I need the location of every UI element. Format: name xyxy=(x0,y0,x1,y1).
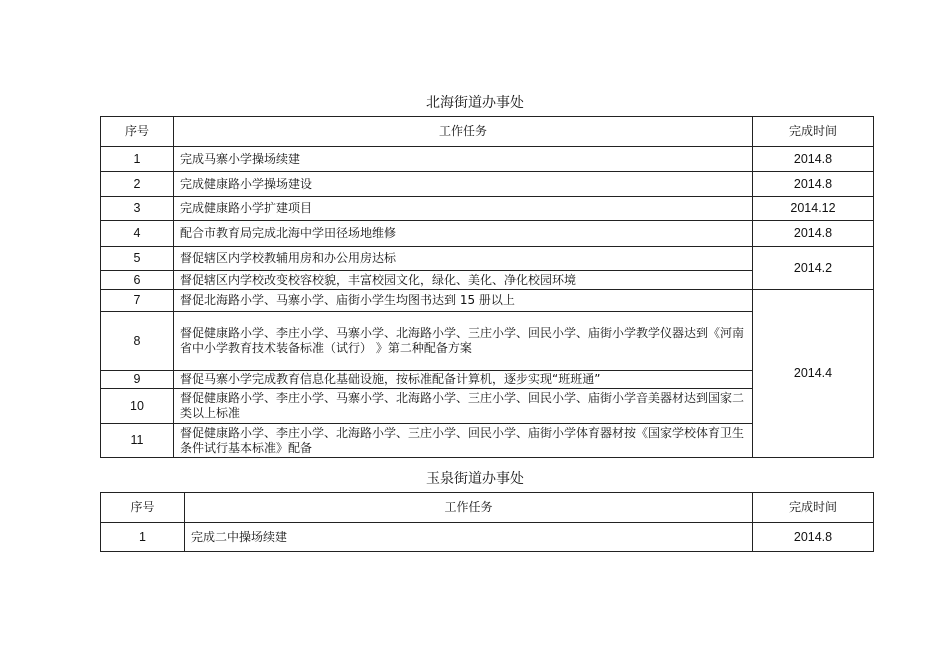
row-no: 10 xyxy=(101,389,174,424)
table-row xyxy=(101,147,874,172)
row-time: 2014.8 xyxy=(753,147,874,172)
row-task: 配合市教育局完成北海中学田径场地维修 xyxy=(174,221,753,247)
row-time: 2014.8 xyxy=(753,221,874,247)
row-task: 完成健康路小学扩建项目 xyxy=(174,197,753,221)
section-title-beihai: 北海街道办事处 xyxy=(426,95,524,111)
task-table-yuquan xyxy=(100,492,874,552)
table-row xyxy=(101,221,874,247)
row-task: 督促健康路小学、李庄小学、马寨小学、北海路小学、三庄小学、回民小学、庙街小学教学仪器达到《河南省中小学教育技术装备标准（试行） 》第二种配备方案 xyxy=(174,312,753,371)
header-no: 序号 xyxy=(101,493,185,523)
header-task: 工作任务 xyxy=(174,117,753,147)
header-task: 工作任务 xyxy=(185,493,753,523)
row-no: 3 xyxy=(101,197,174,221)
section-title-yuquan: 玉泉街道办事处 xyxy=(426,471,524,487)
row-time-merged: 2014.2 xyxy=(753,247,874,290)
table-header-row xyxy=(101,117,874,147)
header-time: 完成时间 xyxy=(753,117,874,147)
row-task: 督促健康路小学、李庄小学、马寨小学、北海路小学、三庄小学、回民小学、庙街小学音美器材达到国家二类以上标准 xyxy=(174,389,753,424)
table-row xyxy=(101,290,874,312)
row-task: 完成二中操场续建 xyxy=(185,523,753,552)
row-no: 5 xyxy=(101,247,174,271)
row-no: 8 xyxy=(101,312,174,371)
table-row xyxy=(101,172,874,197)
task-table-beihai xyxy=(100,116,874,458)
row-no: 1 xyxy=(101,147,174,172)
table-row xyxy=(101,197,874,221)
row-task: 完成马寨小学操场续建 xyxy=(174,147,753,172)
row-no: 2 xyxy=(101,172,174,197)
row-no: 1 xyxy=(101,523,185,552)
table-row xyxy=(101,247,874,271)
row-no: 9 xyxy=(101,371,174,389)
row-time: 2014.12 xyxy=(753,197,874,221)
row-no: 4 xyxy=(101,221,174,247)
row-task: 完成健康路小学操场建设 xyxy=(174,172,753,197)
row-time-merged: 2014.4 xyxy=(753,290,874,458)
row-task: 督促北海路小学、马寨小学、庙街小学生均图书达到 15 册以上 xyxy=(174,290,753,312)
row-task: 督促健康路小学、李庄小学、北海路小学、三庄小学、回民小学、庙街小学体育器材按《国家学校体育卫生条件试行基本标准》配备 xyxy=(174,424,753,458)
table-header-row xyxy=(101,493,874,523)
row-time: 2014.8 xyxy=(753,172,874,197)
header-no: 序号 xyxy=(101,117,174,147)
row-no: 7 xyxy=(101,290,174,312)
row-time: 2014.8 xyxy=(753,523,874,552)
row-task: 督促辖区内学校教辅用房和办公用房达标 xyxy=(174,247,753,271)
row-no: 6 xyxy=(101,271,174,290)
table-row xyxy=(101,523,874,552)
row-no: 11 xyxy=(101,424,174,458)
row-task: 督促辖区内学校改变校容校貌，丰富校园文化，绿化、美化、净化校园环境 xyxy=(174,271,753,290)
row-task: 督促马寨小学完成教育信息化基础设施，按标准配备计算机，逐步实现“班班通” xyxy=(174,371,753,389)
header-time: 完成时间 xyxy=(753,493,874,523)
